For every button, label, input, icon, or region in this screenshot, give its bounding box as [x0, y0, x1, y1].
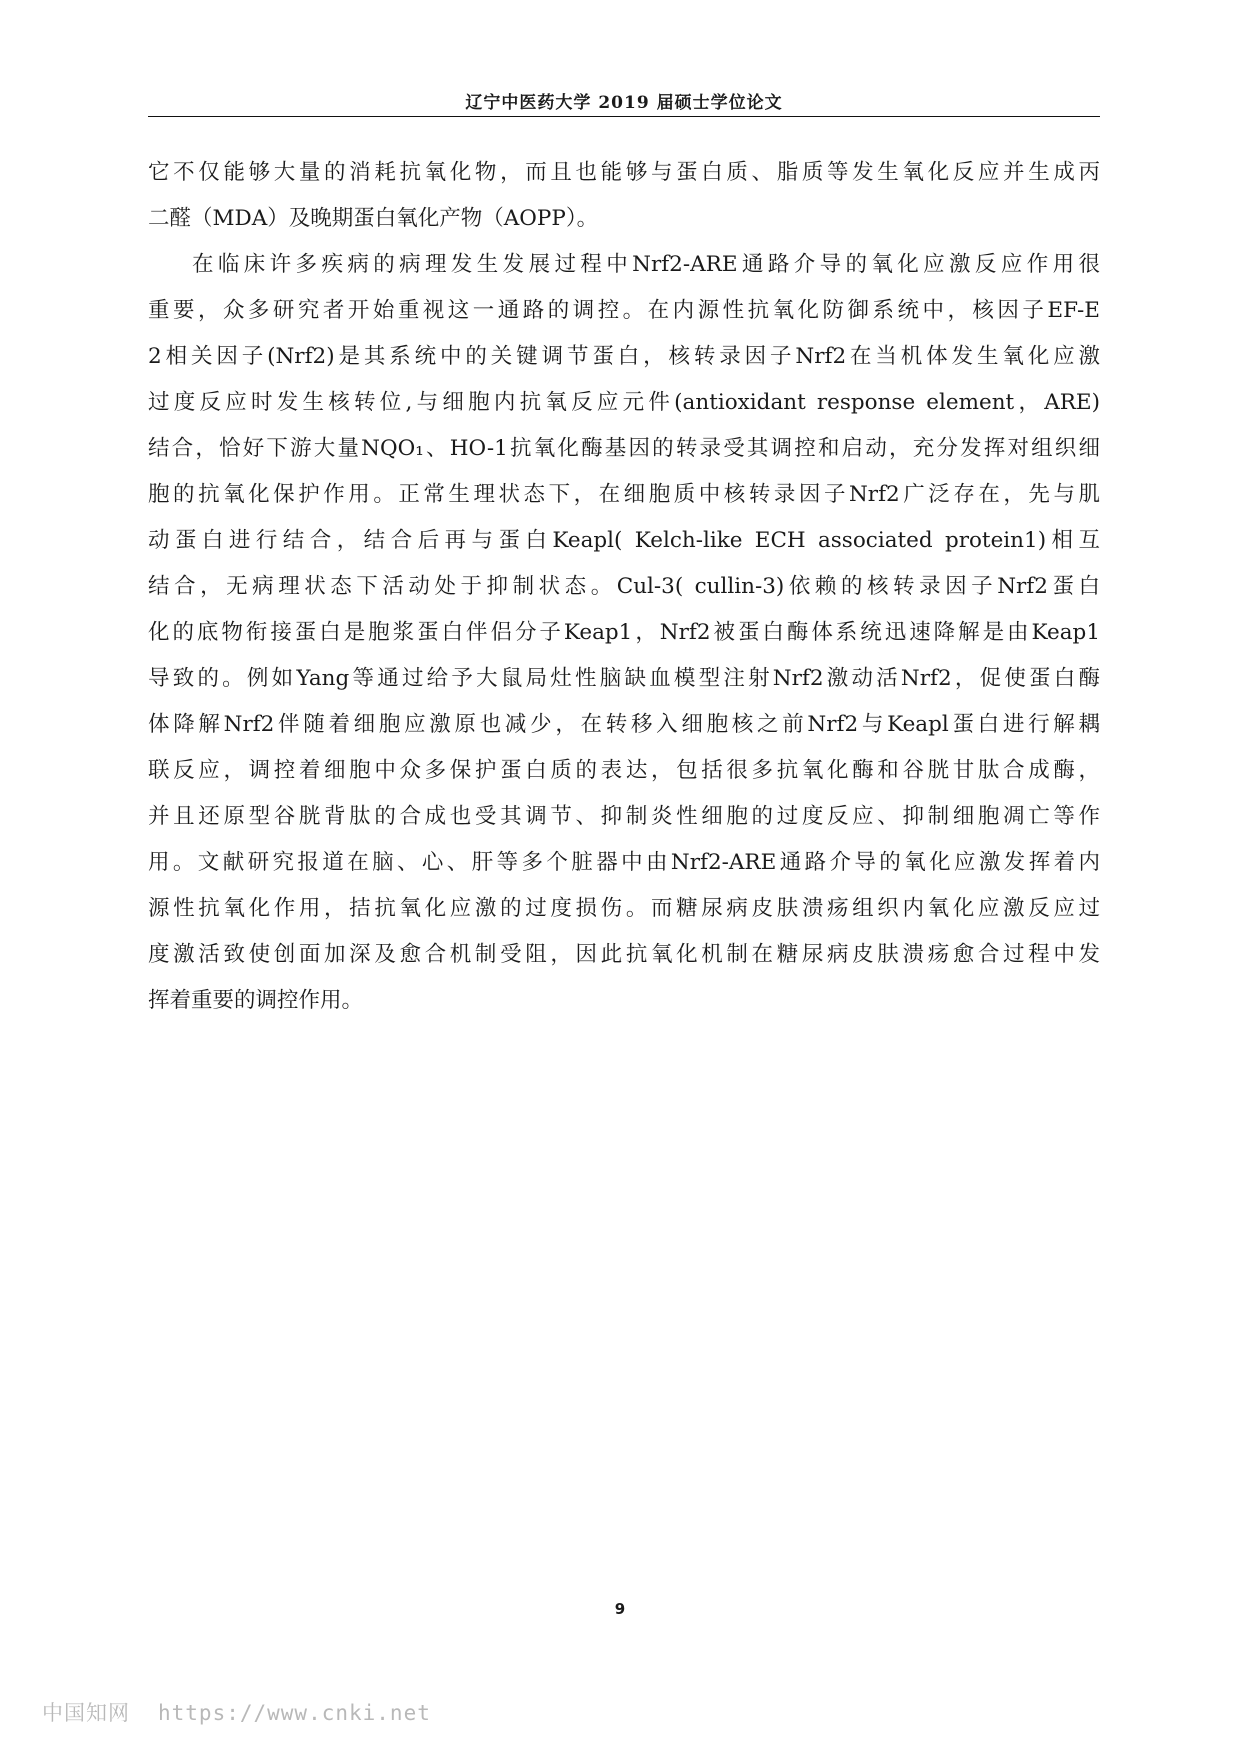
text-line: 化的底物衔接蛋白是胞浆蛋白伴侣分子Keap1，Nrf2被蛋白酶体系统迅速降解是由Keap1: [148, 620, 1100, 645]
header-divider: [148, 116, 1100, 117]
text-line: 源性抗氧化作用，拮抗氧化应激的过度损伤。而糖尿病皮肤溃疡组织内氧化应激反应过: [148, 896, 1100, 921]
text-line: 2相关因子(Nrf2)是其系统中的关键调节蛋白，核转录因子Nrf2在当机体发生氧化应激: [148, 344, 1100, 369]
body-text: [148, 150, 1100, 1024]
text-line: 结合，无病理状态下活动处于抑制状态。Cul-3( cullin-3)依赖的核转录因子Nrf2蛋白: [148, 574, 1100, 599]
text-line: 过度反应时发生核转位,与细胞内抗氧反应元件(antioxidant response element，ARE): [148, 390, 1100, 415]
text-line: 导致的。例如Yang等通过给予大鼠局灶性脑缺血模型注射Nrf2激动活Nrf2，促使蛋白酶: [148, 666, 1100, 691]
watermark: [42, 1697, 431, 1727]
text-line: 它不仅能够大量的消耗抗氧化物，而且也能够与蛋白质、脂质等发生氧化反应并生成丙: [148, 160, 1100, 185]
text-line: 挥着重要的调控作用。: [148, 988, 364, 1013]
text-line: 联反应，调控着细胞中众多保护蛋白质的表达，包括很多抗氧化酶和谷胱甘肽合成酶，: [148, 758, 1100, 783]
text-line: 并且还原型谷胱背肽的合成也受其调节、抑制炎性细胞的过度反应、抑制细胞凋亡等作: [148, 804, 1100, 829]
paragraph: [148, 150, 1100, 242]
text-line: 胞的抗氧化保护作用。正常生理状态下，在细胞质中核转录因子Nrf2广泛存在，先与肌: [148, 482, 1100, 507]
text-line: 在临床许多疾病的病理发生发展过程中Nrf2-ARE通路介导的氧化应激反应作用很: [192, 252, 1100, 277]
text-line: 用。文献研究报道在脑、心、肝等多个脏器中由Nrf2-ARE通路介导的氧化应激发挥着内: [148, 850, 1100, 875]
text-line: 二醛（MDA）及晚期蛋白氧化产物（AOPP）。: [148, 206, 599, 231]
text-line: 体降解Nrf2伴随着细胞应激原也减少，在转移入细胞核之前Nrf2与Keapl蛋白进行解耦: [148, 712, 1100, 737]
running-header: 辽宁中医药大学 2019 届硕士学位论文: [465, 93, 783, 113]
text-line: 结合，恰好下游大量NQO₁、HO-1抗氧化酶基因的转录受其调控和启动，充分发挥对组织细: [148, 436, 1100, 461]
page-number: 9: [614, 1600, 626, 1618]
text-line: 动蛋白进行结合，结合后再与蛋白Keapl( Kelch-like ECH associated protein1)相互: [148, 528, 1100, 553]
text-line: 重要，众多研究者开始重视这一通路的调控。在内源性抗氧化防御系统中，核因子EF-E: [148, 298, 1100, 323]
text-line: 度激活致使创面加深及愈合机制受阻，因此抗氧化机制在糖尿病皮肤溃疡愈合过程中发: [148, 942, 1100, 967]
paragraph: [148, 242, 1100, 1024]
watermark-brand: 中国知网: [42, 1701, 130, 1725]
watermark-url: https://www.cnki.net: [158, 1701, 431, 1725]
